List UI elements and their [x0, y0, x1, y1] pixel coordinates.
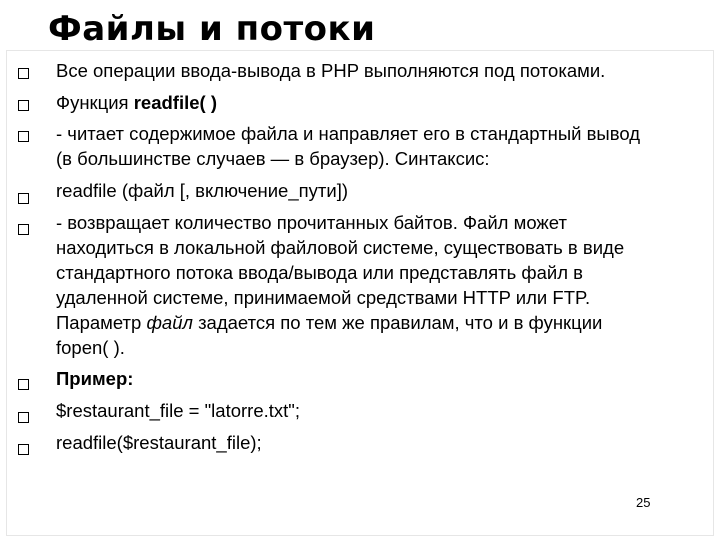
square-bullet-icon — [18, 444, 29, 455]
bullet-text-line: (в большинстве случаев — в браузер). Синтаксис: — [56, 148, 490, 169]
bullet-text-fragment: Параметр — [56, 312, 147, 333]
code-line: readfile($restaurant_file); — [56, 432, 262, 453]
function-name: readfile( ) — [133, 92, 217, 113]
square-bullet-icon — [18, 412, 29, 423]
page-number: 25 — [636, 495, 651, 510]
italic-term: файл — [146, 312, 193, 333]
slide-title: Файлы и потоки — [48, 9, 376, 49]
bullet-text-line: fopen( ). — [56, 337, 125, 358]
square-bullet-icon — [18, 224, 29, 235]
bullet-text-line: находиться в локальной файловой системе, существовать в виде — [56, 237, 625, 258]
bullet-text — [56, 58, 711, 83]
bullet-text — [56, 398, 711, 423]
bullet-text-line: - возвращает количество прочитанных байтов. Файл может — [56, 212, 567, 233]
code-line: $restaurant_file = "latorre.txt"; — [56, 400, 300, 421]
bullet-text-line: Все операции ввода-вывода в PHP выполняются под потоками. — [56, 60, 606, 81]
example-label: Пример: — [56, 368, 134, 389]
bullet-text — [56, 366, 711, 391]
bullet-text — [56, 210, 711, 360]
bullet-text — [56, 121, 711, 171]
square-bullet-icon — [18, 193, 29, 204]
bullet-text — [56, 430, 711, 455]
bullet-text-line: стандартного потока ввода/вывода или представлять файл в — [56, 262, 583, 283]
bullet-text — [56, 90, 711, 115]
bullet-text-line — [56, 310, 711, 335]
square-bullet-icon — [18, 100, 29, 111]
square-bullet-icon — [18, 379, 29, 390]
syntax-line: readfile (файл [, включение_пути]) — [56, 180, 348, 201]
bullet-text-line: - читает содержимое файла и направляет его в стандартный вывод — [56, 123, 641, 144]
bullet-text-prefix: Функция — [56, 92, 134, 113]
bullet-text — [56, 178, 711, 203]
bullet-text-fragment: задается по тем же правилам, что и в функции — [192, 312, 603, 333]
square-bullet-icon — [18, 131, 29, 142]
bullet-text-line: удаленной системе, принимаемой средствами HTTP или FTP. — [56, 287, 591, 308]
square-bullet-icon — [18, 68, 29, 79]
